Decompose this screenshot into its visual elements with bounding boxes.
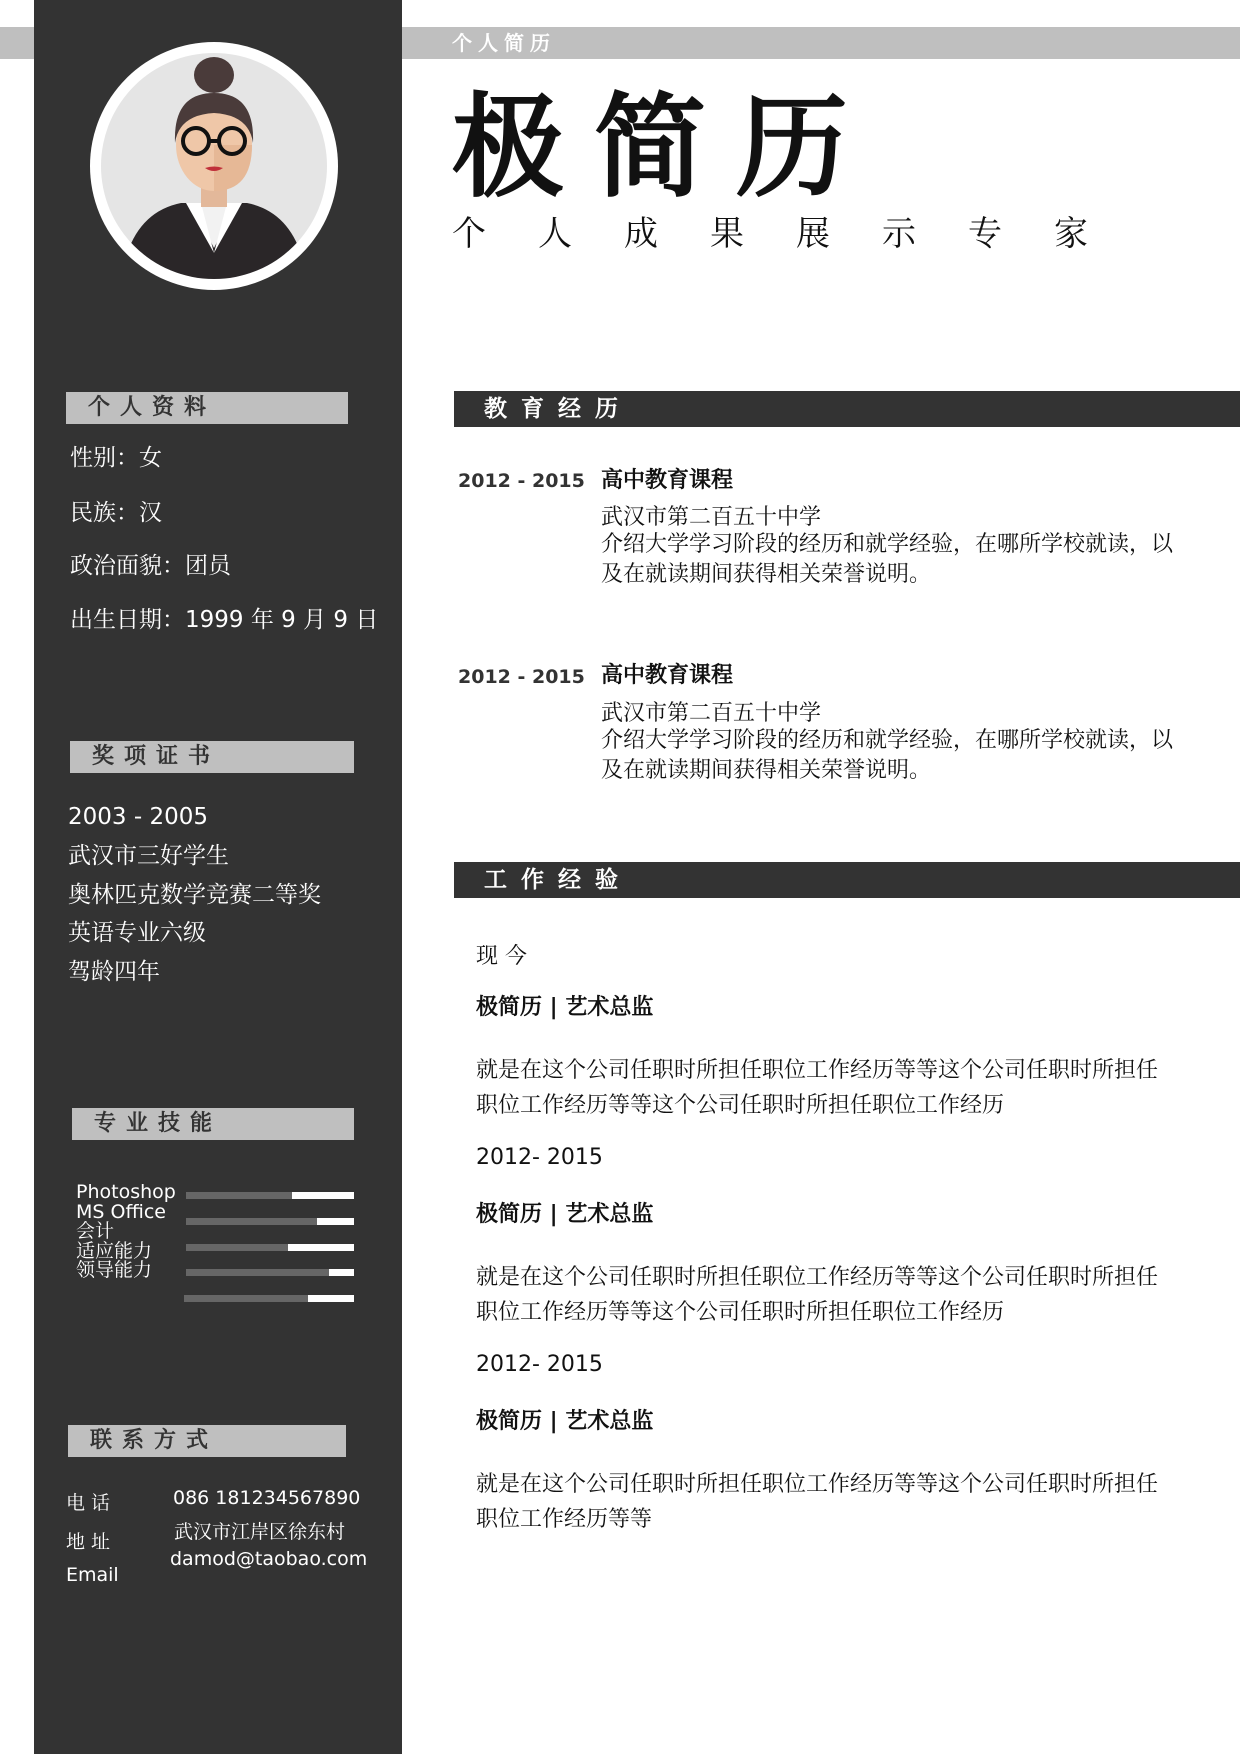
education-course: 高中教育课程: [601, 663, 734, 688]
award-item: 奥林匹克数学竞赛二等奖: [68, 882, 321, 908]
skill-label-adaptability: 适应能力: [76, 1240, 153, 1262]
skill-bar-office: [186, 1218, 354, 1225]
top-label: 个人简历: [452, 31, 556, 55]
education-course: 高中教育课程: [601, 468, 734, 493]
award-years: 2003 - 2005: [68, 804, 208, 830]
contact-heading: 联系方式: [68, 1425, 346, 1457]
work-description: 就是在这个公司任职时所担任职位工作经历等等这个公司任职时所担任职位工作经历等等这个公司任职时所担任职位工作经历: [476, 1058, 1159, 1118]
profile-ethnicity: 民族：汉: [70, 500, 162, 526]
skill-label-photoshop: Photoshop: [76, 1181, 176, 1203]
award-item: 英语专业六级: [68, 920, 206, 946]
profile-heading: 个人资料: [66, 392, 348, 424]
phone-value: 086 181234567890: [173, 1487, 361, 1509]
education-school: 武汉市第二百五十中学: [601, 701, 822, 726]
address-value: 武汉市江岸区徐东村: [174, 1521, 346, 1543]
avatar: [101, 53, 327, 279]
work-period: 现 今: [476, 944, 527, 969]
award-item: 武汉市三好学生: [68, 843, 229, 869]
skills-heading: 专业技能: [72, 1108, 354, 1140]
work-title: 极简历 | 艺术总监: [476, 1409, 654, 1434]
awards-heading: 奖项证书: [70, 741, 354, 773]
education-description: 介绍大学学习阶段的经历和就学经验，在哪所学校就读，以及在就读期间获得相关荣誉说明。: [601, 728, 1174, 783]
address-label: 地 址: [66, 1531, 111, 1553]
education-heading: 教育经历: [454, 391, 1240, 427]
work-period: 2012- 2015: [476, 1145, 603, 1170]
top-band-left: [0, 27, 34, 59]
profile-political-status: 政治面貌：团员: [70, 553, 231, 579]
skill-bar-accounting: [186, 1244, 354, 1251]
skill-bar-photoshop: [186, 1192, 354, 1199]
work-heading: 工作经验: [454, 862, 1240, 898]
education-description: 介绍大学学习阶段的经历和就学经验，在哪所学校就读，以及在就读期间获得相关荣誉说明。: [601, 532, 1174, 587]
education-years: 2012 - 2015: [458, 666, 585, 688]
skill-label-leadership: 领导能力: [76, 1259, 153, 1281]
education-school: 武汉市第二百五十中学: [601, 505, 822, 530]
skill-label-accounting: 会计: [76, 1220, 115, 1242]
woman-avatar-icon: [101, 53, 327, 279]
profile-gender: 性别：女: [70, 445, 162, 471]
work-period: 2012- 2015: [476, 1352, 603, 1377]
work-description: 就是在这个公司任职时所担任职位工作经历等等这个公司任职时所担任职位工作经历等等: [476, 1472, 1159, 1532]
resume-subtitle: 个人成果展示专家: [452, 214, 1140, 254]
work-title: 极简历 | 艺术总监: [476, 995, 654, 1020]
profile-birthdate: 出生日期：1999 年 9 月 9 日: [70, 607, 379, 633]
skill-bar-adaptability: [186, 1269, 354, 1276]
award-item: 驾龄四年: [68, 959, 160, 985]
resume-title: 极简历: [452, 83, 878, 213]
email-label: Email: [66, 1564, 119, 1586]
phone-label: 电 话: [66, 1492, 111, 1514]
email-value: damod@taobao.com: [170, 1548, 368, 1570]
work-title: 极简历 | 艺术总监: [476, 1202, 654, 1227]
skill-label-office: MS Office: [76, 1201, 166, 1223]
skill-bar-leadership: [184, 1295, 354, 1302]
work-description: 就是在这个公司任职时所担任职位工作经历等等这个公司任职时所担任职位工作经历等等这个公司任职时所担任职位工作经历: [476, 1265, 1159, 1325]
education-years: 2012 - 2015: [458, 470, 585, 492]
